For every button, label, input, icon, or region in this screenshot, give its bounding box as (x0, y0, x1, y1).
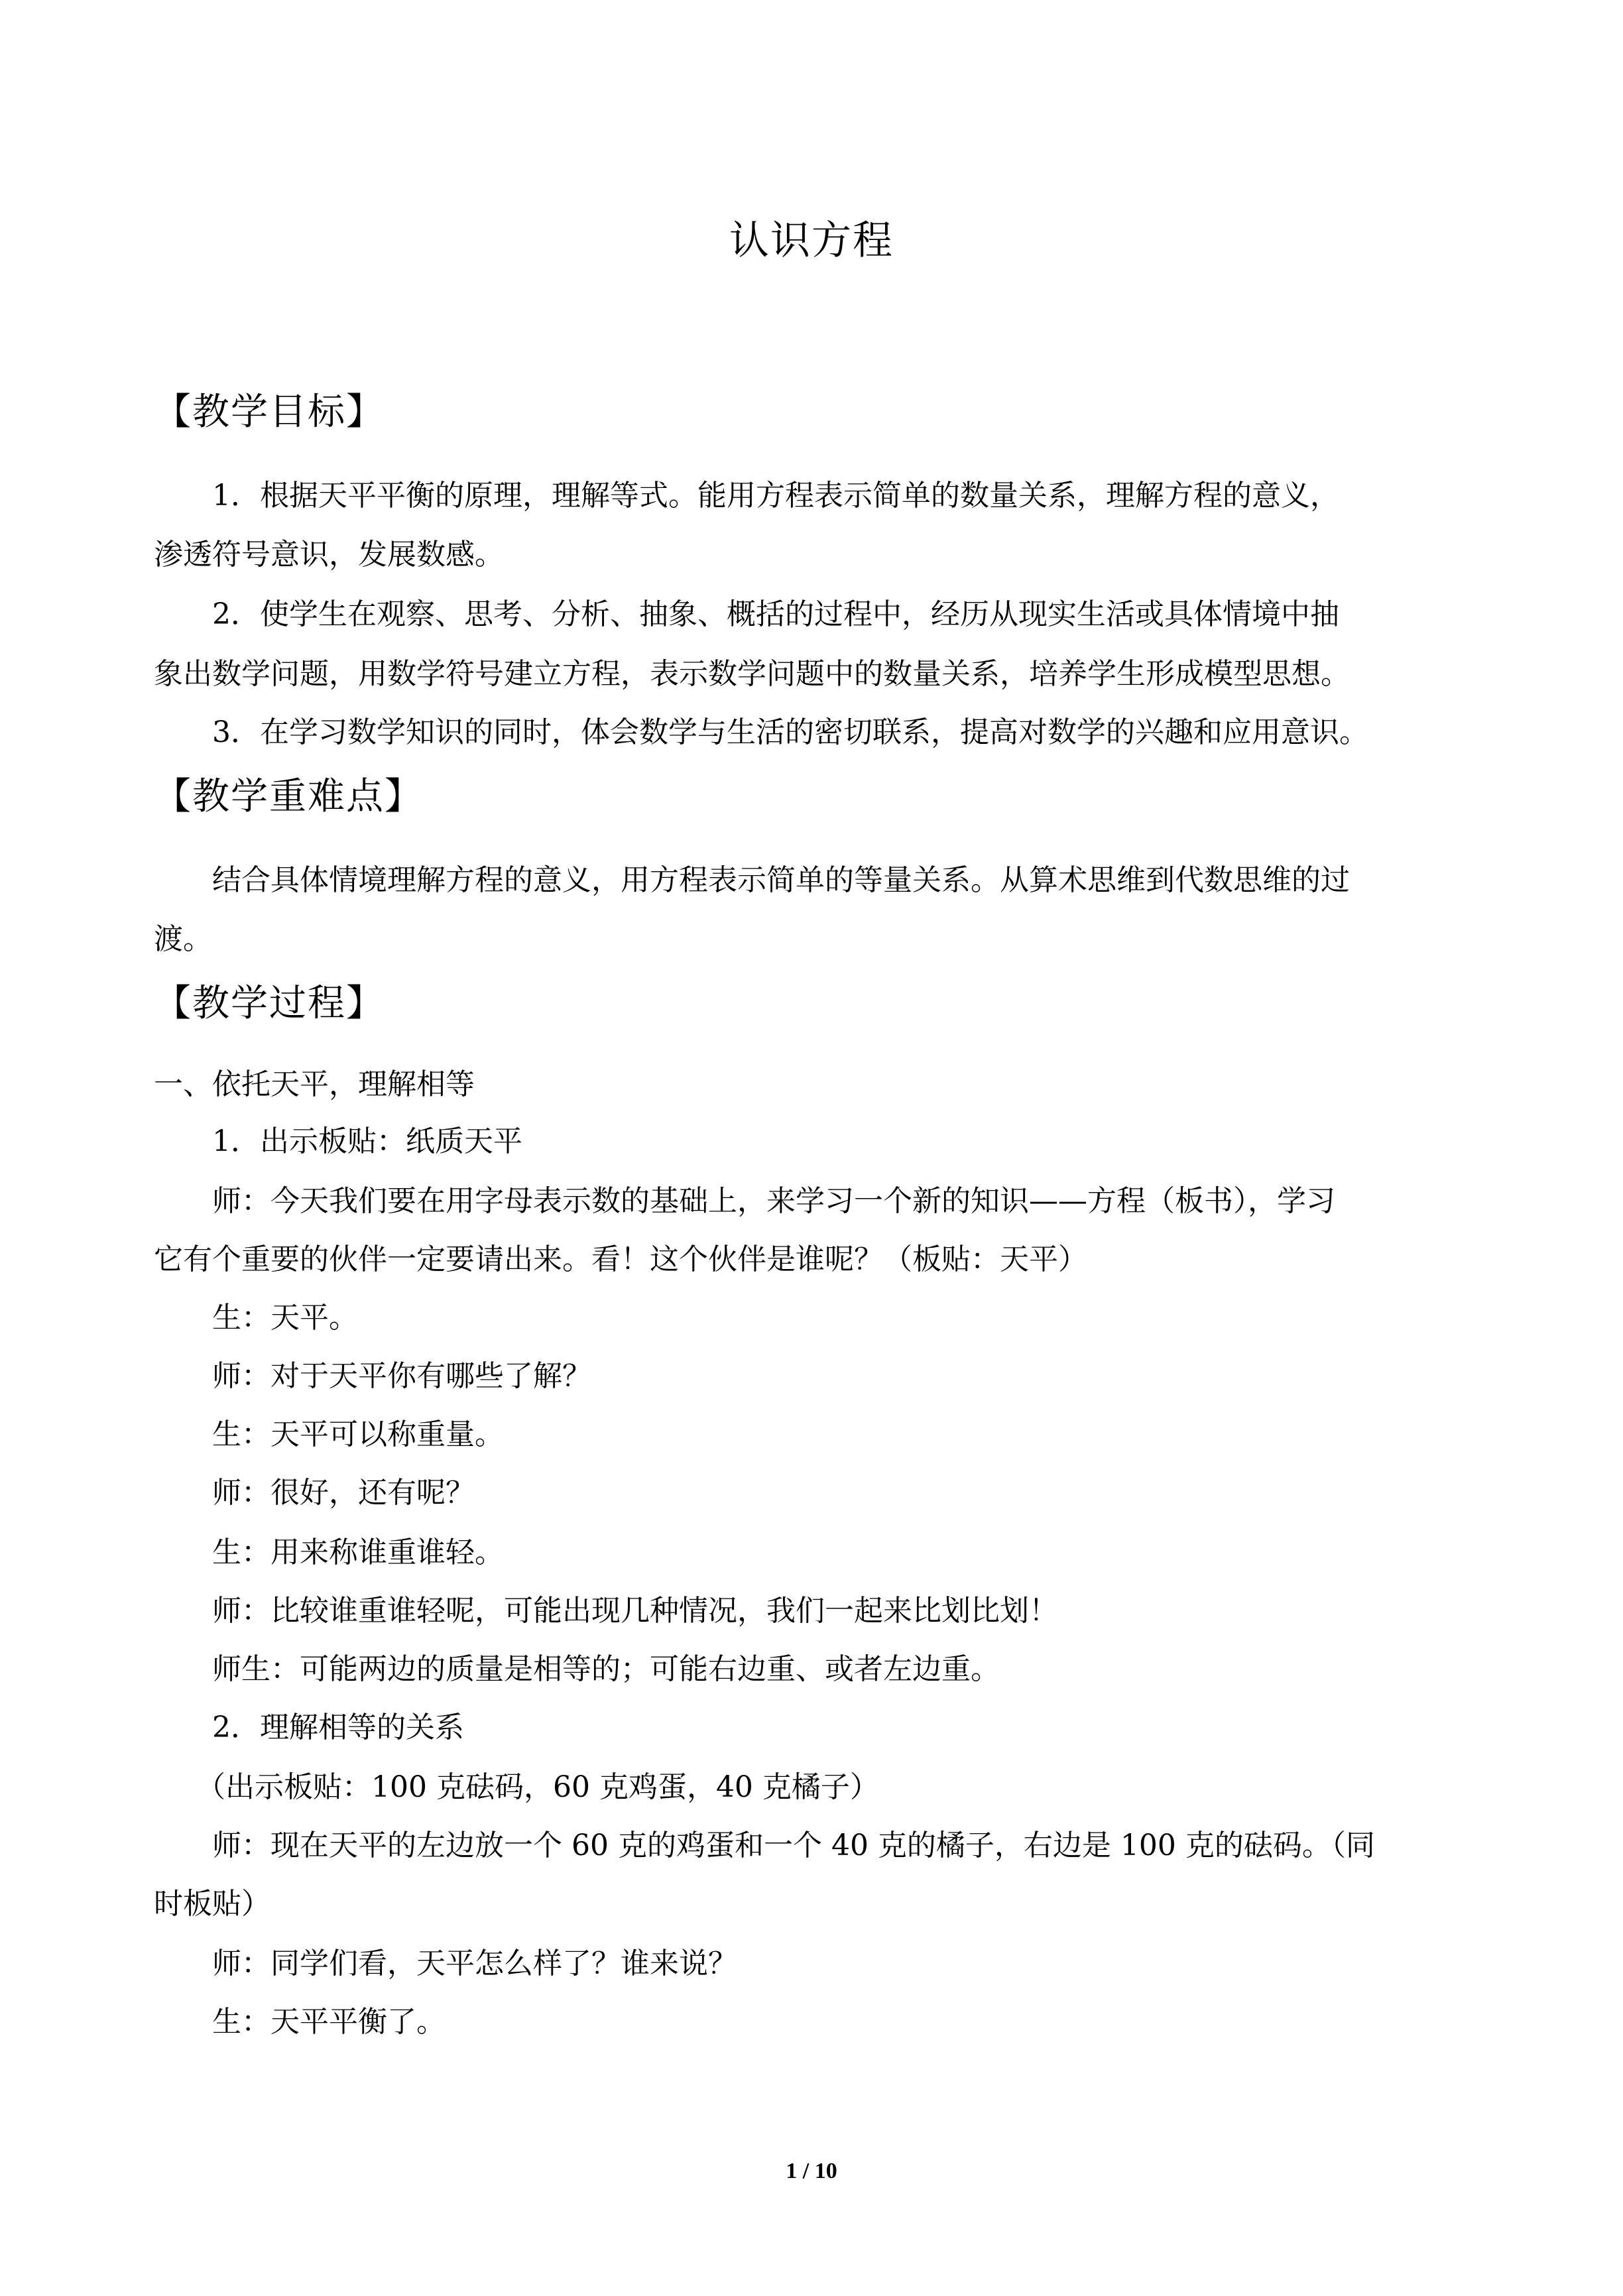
key-points-line: 渡。 (154, 922, 212, 956)
page-number: 1 / 10 (786, 2159, 837, 2183)
process-line: 生：天平。 (212, 1301, 358, 1335)
process-line: 它有个重要的伙伴一定要请出来。看！这个伙伴是谁呢？（板贴：天平） (154, 1242, 1087, 1276)
process-line: 师：现在天平的左边放一个 60 克的鸡蛋和一个 40 克的橘子，右边是 100 克的砝码。（同 (212, 1829, 1375, 1862)
key-points-line: 结合具体情境理解方程的意义，用方程表示简单的等量关系。从算术思维到代数思维的过 (212, 863, 1350, 897)
process-line: 生：天平可以称重量。 (212, 1418, 504, 1451)
process-line: 生：用来称谁重谁轻。 (212, 1536, 504, 1569)
process-line: 师生：可能两边的质量是相等的；可能右边重、或者左边重。 (212, 1652, 1000, 1686)
section-heading-key-points: 【教学重难点】 (154, 775, 423, 818)
section-heading-process: 【教学过程】 (154, 982, 385, 1025)
objectives-line: 3．在学习数学知识的同时，体会数学与生活的密切联系，提高对数学的兴趣和应用意识。 (212, 715, 1368, 749)
process-line: 2．理解相等的关系 (212, 1711, 464, 1744)
page-title: 认识方程 (729, 217, 894, 264)
process-line: 生：天平平衡了。 (212, 2005, 446, 2039)
process-line: 1．出示板贴：纸质天平 (212, 1124, 522, 1158)
process-line: 师：比较谁重谁轻呢，可能出现几种情况，我们一起来比划比划！ (212, 1594, 1058, 1628)
objectives-line: 2．使学生在观察、思考、分析、抽象、概括的过程中，经历从现实生活或具体情境中抽 (212, 597, 1339, 631)
process-line: 师：同学们看，天平怎么样了？谁来说？ (212, 1947, 737, 1980)
process-line: （出示板贴：100 克砝码，60 克鸡蛋，40 克橘子） (196, 1770, 879, 1804)
objectives-line: 1．根据天平平衡的原理，理解等式。能用方程表示简单的数量关系，理解方程的意义， (212, 479, 1339, 513)
objectives-line: 象出数学问题，用数学符号建立方程，表示数学问题中的数量关系，培养学生形成模型思想。 (154, 657, 1350, 691)
process-line: 师：对于天平你有哪些了解？ (212, 1359, 591, 1393)
objectives-line: 渗透符号意识，发展数感。 (154, 538, 504, 572)
process-line: 一、依托天平，理解相等 (154, 1067, 475, 1101)
process-line: 师：很好，还有呢？ (212, 1476, 475, 1510)
process-line: 时板贴） (154, 1887, 270, 1921)
section-heading-objectives: 【教学目标】 (154, 391, 385, 434)
process-line: 师：今天我们要在用字母表示数的基础上，来学习一个新的知识——方程（板书），学习 (212, 1184, 1335, 1218)
